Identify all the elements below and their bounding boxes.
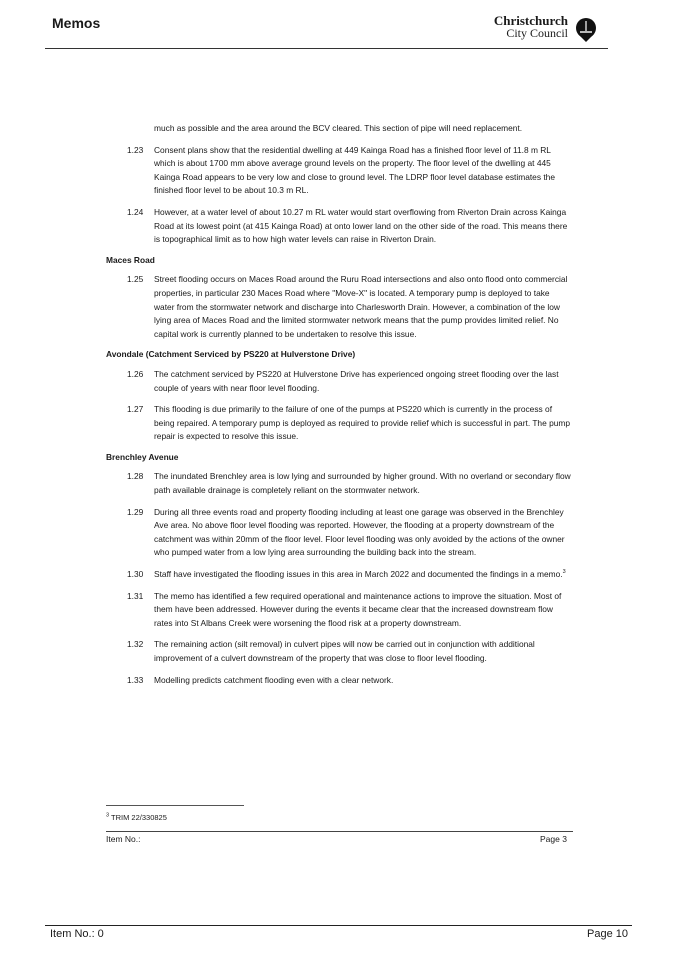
paragraph-number: 1.32 [127,639,144,650]
paragraph-1-28 [106,470,571,497]
footnote-text: TRIM 22/330825 [111,813,167,822]
section-heading-maces-road: Maces Road [106,254,155,265]
paragraph-number: 1.33 [127,674,144,685]
footnote-rule [106,805,244,806]
paragraph-text: The catchment serviced by PS220 at Hulverstone Drive has experienced ongoing street flooding over the last couple of years with near floor level flooding. [154,368,559,393]
section-heading-brenchley-avenue: Brenchley Avenue [106,451,179,462]
paragraph-number: 1.25 [127,274,144,285]
paragraph-text: The remaining action (silt removal) in culvert pipes will now be carried out in conjunction with additional improvement of a culvert downstream of the property that was close to floor level flooding. [154,639,535,663]
paragraph-number: 1.26 [127,368,144,379]
footer-rule [45,925,632,926]
paragraph-number: 1.31 [127,590,144,601]
paragraph-1-31 [106,590,571,631]
logo-line-1: Christchurch [493,13,568,28]
paragraph-number: 1.30 [127,569,144,580]
paragraph-number: 1.24 [127,206,144,217]
paragraph-1-24 [106,206,571,247]
council-logo [494,15,600,45]
footer-page-number: Page 10 [587,928,628,940]
paragraph-body: Staff have investigated the flooding issues in this area in March 2022 and documented the findings in a memo. [154,569,563,580]
paragraph-1-27 [106,403,571,444]
paragraph-text: Street flooding occurs on Maces Road around the Ruru Road intersections and also onto flood onto commercial properties, in particular 230 Maces Road where "Move-X" is located. A temporary pump is deployed to take water from the stormwater network and discharge into Charlesworth Drain. However, a combination of the low lying area of Maces Road and the limited stormwater network means that the pump provides limited relief. No capital work is currently planned to be undertaken to resolve this issue. [154,274,568,339]
paragraph-1-29 [106,506,571,560]
paragraph-number: 1.28 [127,471,144,482]
paragraph-1-33 [106,674,571,688]
footnote-mark: 3 [106,812,110,819]
paragraph-1-23 [106,144,571,198]
inner-footer-page-number: Page 3 [540,834,567,844]
paragraph-text: The memo has identified a few required operational and maintenance actions to improve the situation. Most of them have been addressed. However during the events it became clear that the increased downstream flow rates into St Albans Creek were worsening the flood risk at a property downstream. [154,590,562,628]
paragraph-1-25 [106,273,571,341]
paragraph-number: 1.29 [127,506,144,517]
page-header-title: Memos [52,15,101,31]
paragraph-text: Modelling predicts catchment flooding even with a clear network. [154,674,394,685]
paragraph-text: During all three events road and property flooding including at least one garage was observed in the Brenchley Ave area. No above floor level flooding was reported. However, the flooding at a property downstream of the catchment was within 20mm of the floor level. Floor level flooding was only avoided by the actions of the owner who pumped water from a low lying area surrounding the building back into the stream. [154,506,565,558]
footnote-reference[interactable]: 3 [562,569,566,576]
logo-line-2: City Council [506,26,568,40]
paragraph-1-30 [106,568,571,582]
inner-footer-item-number: Item No.: [106,834,141,844]
council-emblem-icon [572,15,600,43]
header-rule [45,48,608,49]
paragraph-text: However, at a water level of about 10.27 m RL water would start overflowing from Riverton Drain across Kainga Road at its lowest point (at 415 Kainga Road) at onto lower land on the other side of the road. This means there is topographical limit as to how high water levels can raise in Riverton Drain. [154,206,568,245]
memo-body [106,122,571,695]
paragraph-text: Consent plans show that the residential dwelling at 449 Kainga Road has a finished floor level of 11.8 m RL which is about 1700 mm above average ground levels on the property. The floor level of the dwelling at 445 Kainga Road appears to be very low and close to ground level. The LDRP floor level database estimates the finished floor level to be about 10.3 m RL. [154,144,556,196]
paragraph-text: The inundated Brenchley area is low lying and surrounded by higher ground. With no overland or secondary flow path available drainage is completely reliant on the stormwater network. [154,471,571,496]
paragraph-text [154,568,571,582]
continued-paragraph: much as possible and the area around the BCV cleared. This section of pipe will need replacement. [154,123,523,133]
section-heading-avondale: Avondale (Catchment Serviced by PS220 at Hulverstone Drive) [106,349,356,360]
inner-footer-rule [106,831,573,832]
paragraph-text: This flooding is due primarily to the failure of one of the pumps at PS220 which is currently in the process of being repaired. A temporary pump is deployed as required to provide relief which is successful in part. The pump repair is expected to resolve this issue. [154,404,571,442]
footnote [106,813,167,822]
footer-item-number: Item No.: 0 [50,928,104,940]
paragraph-number: 1.27 [127,404,144,415]
paragraph-1-32 [106,638,571,665]
paragraph-number: 1.23 [127,144,144,155]
paragraph-1-26 [106,368,571,395]
